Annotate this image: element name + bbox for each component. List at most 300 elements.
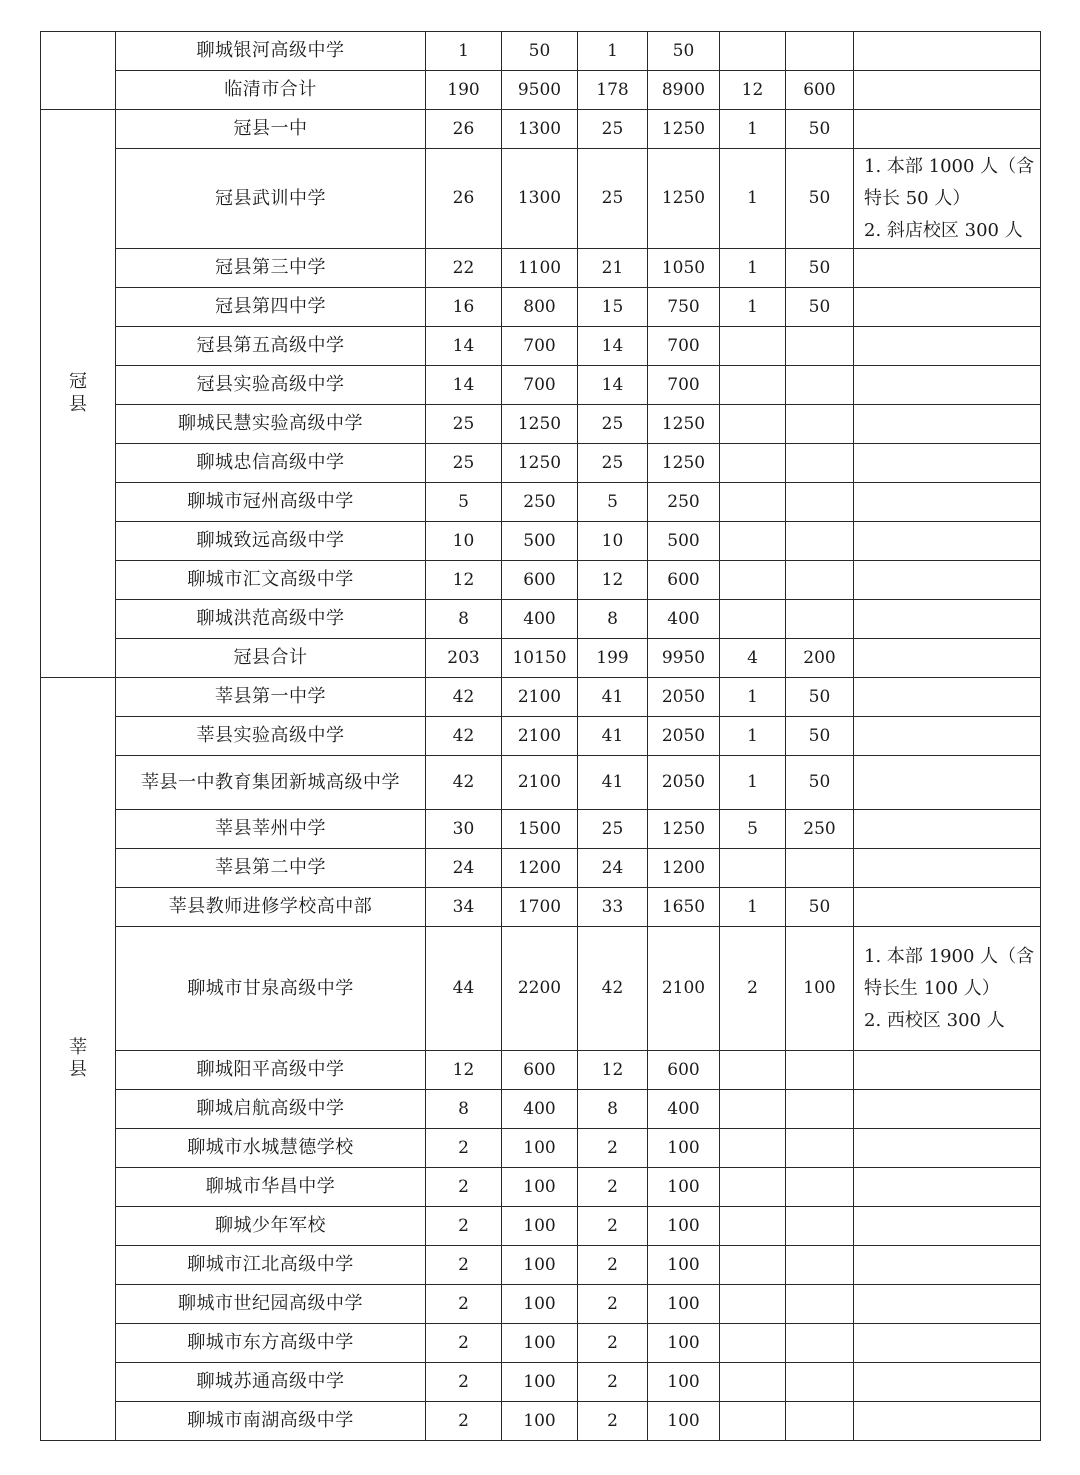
value-cell-c4: 500: [648, 522, 720, 561]
value-cell-c5: 2: [720, 927, 786, 1051]
value-cell-c4: 1250: [648, 149, 720, 249]
school-name-cell: 冠县武训中学: [116, 149, 426, 249]
value-cell-c2: 1250: [502, 444, 578, 483]
note-cell: [854, 110, 1041, 149]
value-cell-c2: 1700: [502, 888, 578, 927]
note-cell: [854, 149, 1041, 249]
value-cell-c2: 100: [502, 1324, 578, 1363]
value-cell-c2: 100: [502, 1402, 578, 1441]
note-cell: [854, 1168, 1041, 1207]
note-cell: [854, 249, 1041, 288]
table-row: [41, 849, 1041, 888]
school-name-cell: 聊城阳平高级中学: [116, 1051, 426, 1090]
table-row: [41, 1090, 1041, 1129]
value-cell-c2: 100: [502, 1207, 578, 1246]
value-cell-c2: 2100: [502, 678, 578, 717]
value-cell-c5: [720, 522, 786, 561]
value-cell-c6: 250: [786, 810, 854, 849]
table-row: [41, 249, 1041, 288]
table-row: [41, 1246, 1041, 1285]
value-cell-c5: [720, 600, 786, 639]
table-row: [41, 810, 1041, 849]
value-cell-c4: 1250: [648, 110, 720, 149]
value-cell-c2: 9500: [502, 71, 578, 110]
table-row: [41, 522, 1041, 561]
value-cell-c1: 26: [426, 149, 502, 249]
value-cell-c2: 100: [502, 1129, 578, 1168]
note-cell: [854, 1090, 1041, 1129]
school-name-cell: 聊城市江北高级中学: [116, 1246, 426, 1285]
school-name-cell: 聊城启航高级中学: [116, 1090, 426, 1129]
value-cell-c6: 50: [786, 149, 854, 249]
value-cell-c4: 50: [648, 32, 720, 71]
value-cell-c6: 50: [786, 249, 854, 288]
value-cell-c6: [786, 405, 854, 444]
note-line: 1. 本部 1000 人（含: [864, 155, 1035, 177]
table-row: [41, 366, 1041, 405]
note-cell: [854, 1363, 1041, 1402]
value-cell-c5: [720, 444, 786, 483]
table-row: [41, 110, 1041, 149]
value-cell-c5: [720, 1168, 786, 1207]
school-name-cell: 聊城致远高级中学: [116, 522, 426, 561]
value-cell-c1: 2: [426, 1246, 502, 1285]
value-cell-c4: 2050: [648, 678, 720, 717]
note-line: 特长生 100 人）: [864, 977, 1000, 999]
value-cell-c4: 100: [648, 1324, 720, 1363]
value-cell-c4: 700: [648, 327, 720, 366]
value-cell-c3: 2: [578, 1168, 648, 1207]
note-cell: [854, 1207, 1041, 1246]
note-cell: [854, 1129, 1041, 1168]
value-cell-c2: 100: [502, 1168, 578, 1207]
school-name-cell: 莘县第二中学: [116, 849, 426, 888]
note-cell: [854, 810, 1041, 849]
school-name-cell: 聊城市东方高级中学: [116, 1324, 426, 1363]
school-name-cell: 聊城市汇文高级中学: [116, 561, 426, 600]
value-cell-c3: 2: [578, 1324, 648, 1363]
value-cell-c5: [720, 1324, 786, 1363]
school-name-cell: 聊城市水城慧德学校: [116, 1129, 426, 1168]
table-row: [41, 444, 1041, 483]
value-cell-c3: 5: [578, 483, 648, 522]
table-row: [41, 561, 1041, 600]
value-cell-c3: 15: [578, 288, 648, 327]
value-cell-c2: 1250: [502, 405, 578, 444]
value-cell-c4: 2050: [648, 756, 720, 810]
value-cell-c3: 24: [578, 849, 648, 888]
table-row: [41, 288, 1041, 327]
value-cell-c5: [720, 1363, 786, 1402]
value-cell-c4: 400: [648, 1090, 720, 1129]
value-cell-c1: 34: [426, 888, 502, 927]
value-cell-c5: [720, 1207, 786, 1246]
value-cell-c5: 4: [720, 639, 786, 678]
value-cell-c6: [786, 1402, 854, 1441]
school-name-cell: 聊城银河高级中学: [116, 32, 426, 71]
value-cell-c4: 100: [648, 1285, 720, 1324]
value-cell-c3: 42: [578, 927, 648, 1051]
value-cell-c2: 600: [502, 561, 578, 600]
value-cell-c5: [720, 1402, 786, 1441]
value-cell-c1: 8: [426, 1090, 502, 1129]
school-name-cell: 冠县一中: [116, 110, 426, 149]
note-cell: [854, 366, 1041, 405]
value-cell-c4: 100: [648, 1168, 720, 1207]
value-cell-c4: 1650: [648, 888, 720, 927]
table-row: [41, 1285, 1041, 1324]
value-cell-c1: 190: [426, 71, 502, 110]
table-row: [41, 639, 1041, 678]
table-row: [41, 1324, 1041, 1363]
value-cell-c2: 500: [502, 522, 578, 561]
table-body: [41, 32, 1041, 1441]
school-name-cell: 莘县莘州中学: [116, 810, 426, 849]
value-cell-c6: [786, 1129, 854, 1168]
school-name-cell: 聊城忠信高级中学: [116, 444, 426, 483]
value-cell-c3: 25: [578, 110, 648, 149]
note-cell: [854, 405, 1041, 444]
value-cell-c2: 100: [502, 1363, 578, 1402]
value-cell-c1: 10: [426, 522, 502, 561]
district-cell: [41, 678, 116, 1441]
value-cell-c3: 2: [578, 1402, 648, 1441]
note-cell: [854, 927, 1041, 1051]
value-cell-c3: 2: [578, 1207, 648, 1246]
value-cell-c4: 1200: [648, 849, 720, 888]
value-cell-c2: 50: [502, 32, 578, 71]
table-row: [41, 927, 1041, 1051]
value-cell-c2: 1200: [502, 849, 578, 888]
school-name-cell: 冠县合计: [116, 639, 426, 678]
table-row: [41, 1168, 1041, 1207]
value-cell-c3: 8: [578, 1090, 648, 1129]
value-cell-c1: 2: [426, 1402, 502, 1441]
school-name-cell: 莘县一中教育集团新城高级中学: [116, 756, 426, 810]
value-cell-c4: 1050: [648, 249, 720, 288]
value-cell-c3: 178: [578, 71, 648, 110]
note-line: 1. 本部 1900 人（含: [864, 945, 1035, 967]
value-cell-c3: 25: [578, 405, 648, 444]
value-cell-c5: [720, 405, 786, 444]
value-cell-c1: 14: [426, 366, 502, 405]
value-cell-c6: [786, 600, 854, 639]
value-cell-c6: [786, 1168, 854, 1207]
value-cell-c4: 250: [648, 483, 720, 522]
value-cell-c6: [786, 849, 854, 888]
value-cell-c1: 42: [426, 678, 502, 717]
value-cell-c1: 2: [426, 1324, 502, 1363]
value-cell-c5: [720, 561, 786, 600]
table-row: [41, 327, 1041, 366]
value-cell-c1: 1: [426, 32, 502, 71]
value-cell-c5: [720, 1090, 786, 1129]
value-cell-c1: 2: [426, 1168, 502, 1207]
value-cell-c5: [720, 1246, 786, 1285]
value-cell-c1: 26: [426, 110, 502, 149]
value-cell-c2: 700: [502, 366, 578, 405]
district-label: 冠县: [68, 371, 87, 415]
table-row: [41, 1207, 1041, 1246]
value-cell-c2: 2200: [502, 927, 578, 1051]
value-cell-c2: 100: [502, 1285, 578, 1324]
value-cell-c6: [786, 1246, 854, 1285]
value-cell-c5: [720, 366, 786, 405]
table-row: [41, 1402, 1041, 1441]
value-cell-c3: 25: [578, 810, 648, 849]
value-cell-c6: [786, 522, 854, 561]
value-cell-c3: 41: [578, 756, 648, 810]
school-name-cell: 聊城市华昌中学: [116, 1168, 426, 1207]
note-cell: [854, 1402, 1041, 1441]
value-cell-c1: 203: [426, 639, 502, 678]
note-line: 2. 斜店校区 300 人: [864, 219, 1023, 241]
school-name-cell: 冠县实验高级中学: [116, 366, 426, 405]
table-row: [41, 405, 1041, 444]
value-cell-c4: 2100: [648, 927, 720, 1051]
value-cell-c6: [786, 1051, 854, 1090]
table-row: [41, 149, 1041, 249]
value-cell-c1: 42: [426, 717, 502, 756]
note-line: 2. 西校区 300 人: [864, 1009, 1005, 1031]
value-cell-c4: 1250: [648, 405, 720, 444]
value-cell-c6: [786, 1090, 854, 1129]
value-cell-c2: 2100: [502, 756, 578, 810]
value-cell-c1: 22: [426, 249, 502, 288]
enrollment-table: [40, 31, 1041, 1441]
value-cell-c5: [720, 1285, 786, 1324]
value-cell-c1: 2: [426, 1363, 502, 1402]
school-name-cell: 聊城民慧实验高级中学: [116, 405, 426, 444]
value-cell-c2: 1300: [502, 110, 578, 149]
school-name-cell: 聊城市甘泉高级中学: [116, 927, 426, 1051]
value-cell-c2: 10150: [502, 639, 578, 678]
note-cell: [854, 483, 1041, 522]
table-row: [41, 600, 1041, 639]
table-row: [41, 1051, 1041, 1090]
school-name-cell: 聊城市冠州高级中学: [116, 483, 426, 522]
note-cell: [854, 1246, 1041, 1285]
value-cell-c1: 30: [426, 810, 502, 849]
note-cell: [854, 71, 1041, 110]
value-cell-c2: 100: [502, 1246, 578, 1285]
value-cell-c1: 25: [426, 405, 502, 444]
note-cell: [854, 678, 1041, 717]
table-row: [41, 888, 1041, 927]
value-cell-c4: 9950: [648, 639, 720, 678]
value-cell-c3: 8: [578, 600, 648, 639]
value-cell-c4: 1250: [648, 444, 720, 483]
value-cell-c4: 2050: [648, 717, 720, 756]
value-cell-c2: 1500: [502, 810, 578, 849]
table-row: [41, 1129, 1041, 1168]
note-cell: [854, 756, 1041, 810]
school-name-cell: 冠县第三中学: [116, 249, 426, 288]
value-cell-c6: [786, 444, 854, 483]
note-cell: [854, 327, 1041, 366]
note-cell: [854, 522, 1041, 561]
value-cell-c2: 400: [502, 1090, 578, 1129]
school-name-cell: 聊城少年军校: [116, 1207, 426, 1246]
value-cell-c1: 2: [426, 1207, 502, 1246]
school-name-cell: 聊城洪范高级中学: [116, 600, 426, 639]
value-cell-c3: 1: [578, 32, 648, 71]
table-row: [41, 483, 1041, 522]
value-cell-c3: 2: [578, 1285, 648, 1324]
value-cell-c1: 24: [426, 849, 502, 888]
value-cell-c4: 600: [648, 1051, 720, 1090]
value-cell-c6: 50: [786, 717, 854, 756]
table-row: [41, 678, 1041, 717]
note-cell: [854, 32, 1041, 71]
value-cell-c5: 1: [720, 678, 786, 717]
value-cell-c5: 1: [720, 110, 786, 149]
value-cell-c5: 1: [720, 149, 786, 249]
school-name-cell: 聊城苏通高级中学: [116, 1363, 426, 1402]
value-cell-c6: 200: [786, 639, 854, 678]
value-cell-c1: 44: [426, 927, 502, 1051]
value-cell-c6: [786, 1363, 854, 1402]
value-cell-c5: 1: [720, 717, 786, 756]
note-line: 特长 50 人）: [864, 187, 971, 209]
school-name-cell: 聊城市世纪园高级中学: [116, 1285, 426, 1324]
value-cell-c6: 50: [786, 678, 854, 717]
value-cell-c3: 14: [578, 366, 648, 405]
value-cell-c5: 1: [720, 888, 786, 927]
value-cell-c1: 2: [426, 1285, 502, 1324]
note-cell: [854, 1324, 1041, 1363]
value-cell-c2: 400: [502, 600, 578, 639]
table-row: [41, 717, 1041, 756]
value-cell-c1: 8: [426, 600, 502, 639]
value-cell-c2: 600: [502, 1051, 578, 1090]
value-cell-c3: 33: [578, 888, 648, 927]
value-cell-c5: 1: [720, 249, 786, 288]
table-row: [41, 71, 1041, 110]
value-cell-c5: [720, 483, 786, 522]
value-cell-c6: [786, 1207, 854, 1246]
value-cell-c6: [786, 483, 854, 522]
value-cell-c2: 700: [502, 327, 578, 366]
note-cell: [854, 888, 1041, 927]
value-cell-c4: 8900: [648, 71, 720, 110]
school-name-cell: 莘县教师进修学校高中部: [116, 888, 426, 927]
value-cell-c3: 25: [578, 444, 648, 483]
value-cell-c6: [786, 32, 854, 71]
value-cell-c6: [786, 1324, 854, 1363]
value-cell-c5: 1: [720, 288, 786, 327]
value-cell-c3: 41: [578, 717, 648, 756]
value-cell-c1: 12: [426, 1051, 502, 1090]
note-cell: [854, 849, 1041, 888]
value-cell-c1: 42: [426, 756, 502, 810]
value-cell-c4: 100: [648, 1363, 720, 1402]
value-cell-c4: 100: [648, 1402, 720, 1441]
value-cell-c1: 12: [426, 561, 502, 600]
school-name-cell: 冠县第四中学: [116, 288, 426, 327]
value-cell-c2: 800: [502, 288, 578, 327]
value-cell-c4: 700: [648, 366, 720, 405]
value-cell-c6: [786, 327, 854, 366]
school-name-cell: 冠县第五高级中学: [116, 327, 426, 366]
value-cell-c3: 25: [578, 149, 648, 249]
value-cell-c6: 100: [786, 927, 854, 1051]
value-cell-c4: 750: [648, 288, 720, 327]
value-cell-c4: 600: [648, 561, 720, 600]
value-cell-c3: 199: [578, 639, 648, 678]
note-cell: [854, 1051, 1041, 1090]
value-cell-c3: 12: [578, 561, 648, 600]
note-cell: [854, 288, 1041, 327]
value-cell-c5: [720, 327, 786, 366]
school-name-cell: 聊城市南湖高级中学: [116, 1402, 426, 1441]
note-cell: [854, 1285, 1041, 1324]
value-cell-c6: 600: [786, 71, 854, 110]
school-name-cell: 临清市合计: [116, 71, 426, 110]
note-cell: [854, 444, 1041, 483]
value-cell-c1: 25: [426, 444, 502, 483]
table-row: [41, 32, 1041, 71]
value-cell-c6: [786, 561, 854, 600]
table-row: [41, 1363, 1041, 1402]
note-cell: [854, 639, 1041, 678]
value-cell-c3: 12: [578, 1051, 648, 1090]
value-cell-c3: 14: [578, 327, 648, 366]
value-cell-c4: 100: [648, 1246, 720, 1285]
value-cell-c5: [720, 32, 786, 71]
value-cell-c5: [720, 1051, 786, 1090]
school-name-cell: 莘县第一中学: [116, 678, 426, 717]
value-cell-c3: 2: [578, 1129, 648, 1168]
value-cell-c3: 41: [578, 678, 648, 717]
value-cell-c6: [786, 1285, 854, 1324]
value-cell-c5: 5: [720, 810, 786, 849]
value-cell-c4: 100: [648, 1207, 720, 1246]
note-cell: [854, 717, 1041, 756]
value-cell-c6: 50: [786, 288, 854, 327]
value-cell-c3: 2: [578, 1363, 648, 1402]
value-cell-c1: 2: [426, 1129, 502, 1168]
value-cell-c6: 50: [786, 888, 854, 927]
value-cell-c4: 400: [648, 600, 720, 639]
value-cell-c2: 250: [502, 483, 578, 522]
value-cell-c5: [720, 1129, 786, 1168]
district-label: 莘县: [68, 1036, 87, 1080]
value-cell-c3: 2: [578, 1246, 648, 1285]
value-cell-c5: 12: [720, 71, 786, 110]
value-cell-c2: 1100: [502, 249, 578, 288]
value-cell-c6: [786, 366, 854, 405]
value-cell-c3: 21: [578, 249, 648, 288]
value-cell-c2: 2100: [502, 717, 578, 756]
value-cell-c5: [720, 849, 786, 888]
note-cell: [854, 600, 1041, 639]
district-cell: [41, 110, 116, 678]
value-cell-c1: 16: [426, 288, 502, 327]
note-cell: [854, 561, 1041, 600]
value-cell-c6: 50: [786, 756, 854, 810]
value-cell-c1: 14: [426, 327, 502, 366]
value-cell-c5: 1: [720, 756, 786, 810]
value-cell-c4: 100: [648, 1129, 720, 1168]
value-cell-c3: 10: [578, 522, 648, 561]
district-cell: [41, 32, 116, 110]
value-cell-c1: 5: [426, 483, 502, 522]
value-cell-c4: 1250: [648, 810, 720, 849]
value-cell-c6: 50: [786, 110, 854, 149]
table-row: [41, 756, 1041, 810]
value-cell-c2: 1300: [502, 149, 578, 249]
